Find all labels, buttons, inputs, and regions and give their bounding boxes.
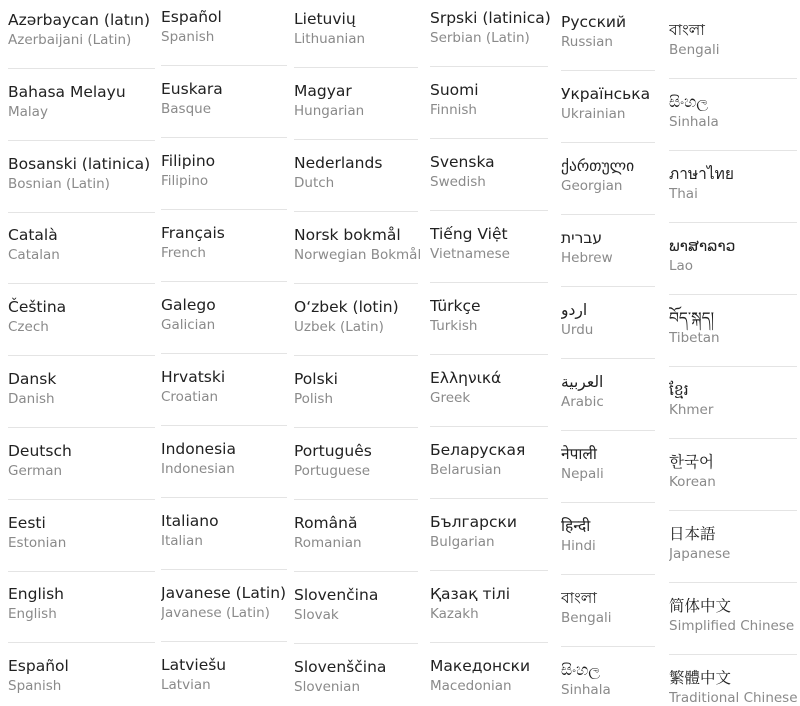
language-option-spanish[interactable] [8, 656, 158, 695]
language-native-name: 繁體中文 [669, 669, 732, 687]
language-native-name: བོད་སྐད། [669, 309, 715, 327]
language-native-name: Dansk [8, 370, 57, 388]
language-option-nepali[interactable] [561, 444, 661, 483]
list-divider [294, 139, 418, 140]
language-option-japanese[interactable] [669, 524, 800, 563]
list-divider [8, 140, 155, 141]
list-divider [561, 358, 655, 359]
language-native-name: Azərbaycan (latın) [8, 11, 151, 29]
language-english-name: Nepali [561, 466, 604, 482]
list-divider [294, 643, 418, 644]
language-option-korean[interactable] [669, 452, 800, 491]
list-divider [561, 142, 655, 143]
language-option-traditional-chinese[interactable] [669, 668, 800, 706]
language-column-6 [669, 0, 800, 706]
language-native-name: 日本語 [669, 525, 716, 543]
language-english-name: Slovenian [294, 679, 361, 695]
language-option-czech[interactable] [8, 297, 158, 336]
language-native-name: Español [161, 8, 222, 26]
language-native-name: සිංහල [669, 93, 709, 111]
language-option-spanish[interactable] [161, 7, 289, 46]
language-native-name: עברית [561, 229, 603, 247]
language-option-arabic[interactable] [561, 372, 661, 411]
language-option-catalan[interactable] [8, 225, 158, 264]
language-english-name: Korean [669, 474, 716, 490]
list-divider [669, 150, 797, 151]
language-english-name: German [8, 462, 63, 479]
list-divider [561, 430, 655, 431]
language-english-name: Romanian [294, 535, 362, 551]
language-english-name: Lao [669, 258, 694, 274]
list-divider [561, 646, 655, 647]
language-option-sinhala[interactable] [669, 92, 800, 131]
list-divider [669, 366, 797, 367]
language-option-romanian[interactable] [294, 513, 424, 552]
list-divider [294, 427, 418, 428]
language-native-name: Suomi [430, 81, 479, 99]
language-english-name: Javanese (Latin) [161, 605, 270, 621]
language-english-name: Uzbek (Latin) [294, 319, 384, 335]
language-native-name: Ελληνικά [430, 369, 502, 387]
language-native-name: Français [161, 224, 225, 242]
language-option-latvian[interactable] [161, 655, 289, 694]
language-native-name: Português [294, 442, 372, 460]
language-english-name: Indonesian [161, 461, 235, 477]
language-native-name: Bahasa Melayu [8, 82, 126, 101]
language-native-name: Galego [161, 296, 216, 314]
list-divider [669, 654, 797, 655]
language-option-serbian-latin[interactable] [430, 8, 554, 47]
language-option-basque[interactable] [161, 79, 289, 118]
language-native-name: 简体中文 [669, 597, 732, 615]
language-english-name: Polish [294, 391, 334, 407]
language-column-2 [161, 0, 289, 706]
language-option-macedonian[interactable] [430, 656, 554, 695]
language-english-name: Bosnian (Latin) [8, 175, 110, 192]
language-option-indonesian[interactable] [161, 439, 289, 478]
language-option-bengali[interactable] [561, 588, 661, 627]
language-option-estonian[interactable] [8, 513, 158, 552]
language-native-name: हिन्दी [561, 517, 591, 535]
list-divider [294, 571, 418, 572]
language-english-name: Turkish [430, 318, 478, 334]
language-option-greek[interactable] [430, 368, 554, 407]
language-native-name: Македонски [430, 657, 531, 675]
language-english-name: Sinhala [669, 114, 719, 130]
language-native-name: Български [430, 513, 517, 531]
language-english-name: Catalan [8, 247, 60, 264]
language-option-italian[interactable] [161, 511, 289, 550]
language-option-georgian[interactable] [561, 156, 661, 195]
language-option-tibetan[interactable] [669, 308, 800, 347]
list-divider [8, 427, 155, 428]
list-divider [161, 137, 287, 138]
language-option-simplified-chinese[interactable] [669, 596, 800, 635]
language-english-name: Japanese [669, 546, 731, 562]
language-english-name: Simplified Chinese [669, 618, 795, 634]
language-english-name: Traditional Chinese [669, 690, 798, 706]
language-native-name: Italiano [161, 512, 219, 530]
language-native-name: Indonesia [161, 440, 236, 458]
language-english-name: Slovak [294, 607, 339, 623]
language-option-slovak[interactable] [294, 585, 424, 624]
language-option-bosnian-latin[interactable] [8, 154, 158, 193]
language-column-5 [561, 0, 661, 706]
language-option-swedish[interactable] [430, 152, 554, 191]
language-option-german[interactable] [8, 441, 158, 480]
language-native-name: বাংলা [669, 21, 705, 39]
language-native-name: Norsk bokmål [294, 226, 401, 244]
language-option-hebrew[interactable] [561, 228, 661, 267]
language-english-name: Vietnamese [430, 246, 510, 262]
language-option-sinhala[interactable] [561, 660, 661, 699]
language-option-belarusian[interactable] [430, 440, 554, 479]
list-divider [294, 355, 418, 356]
list-divider [430, 282, 548, 283]
language-native-name: 한국어 [669, 453, 714, 471]
language-english-name: Macedonian [430, 678, 512, 694]
list-divider [669, 222, 797, 223]
language-native-name: Javanese (Latin) [161, 584, 287, 602]
list-divider [8, 642, 155, 643]
language-native-name: Svenska [430, 153, 495, 171]
list-divider [161, 569, 287, 570]
list-divider [294, 283, 418, 284]
language-english-name: Greek [430, 390, 471, 406]
language-native-name: Magyar [294, 82, 352, 100]
language-option-slovenian[interactable] [294, 657, 424, 696]
language-english-name: Norwegian Bokmål [294, 247, 422, 263]
language-option-hindi[interactable] [561, 516, 661, 555]
language-english-name: Latvian [161, 677, 211, 693]
language-option-kazakh[interactable] [430, 584, 554, 623]
language-option-croatian[interactable] [161, 367, 289, 406]
language-native-name: Lietuvių [294, 10, 356, 28]
list-divider [8, 283, 155, 284]
language-native-name: Filipino [161, 152, 216, 170]
language-native-name: नेपाली [561, 445, 597, 463]
language-option-lao[interactable] [669, 236, 800, 275]
language-column-1 [8, 0, 158, 706]
language-option-hungarian[interactable] [294, 81, 424, 120]
language-english-name: Bengali [669, 42, 720, 58]
language-english-name: Italian [161, 533, 203, 549]
language-option-portuguese[interactable] [294, 441, 424, 480]
list-divider [430, 498, 548, 499]
language-native-name: ខ្មែរ [669, 381, 689, 399]
language-native-name: O‘zbek (lotin) [294, 298, 399, 316]
list-divider [8, 68, 155, 69]
language-option-lithuanian[interactable] [294, 9, 424, 48]
language-native-name: Polski [294, 370, 338, 388]
language-native-name: Українська [561, 85, 651, 103]
language-native-name: Қазақ тілі [430, 585, 511, 603]
language-native-name: Română [294, 514, 358, 532]
language-option-ukrainian[interactable] [561, 84, 661, 123]
language-native-name: Eesti [8, 513, 46, 532]
list-divider [561, 286, 655, 287]
language-english-name: Azerbaijani (Latin) [8, 32, 132, 48]
list-divider [430, 138, 548, 139]
list-divider [430, 570, 548, 571]
language-native-name: Čeština [8, 298, 67, 317]
language-option-filipino[interactable] [161, 151, 289, 190]
language-native-name: Hrvatski [161, 368, 226, 386]
list-divider [669, 438, 797, 439]
language-option-khmer[interactable] [669, 380, 800, 419]
language-english-name: Hebrew [561, 250, 613, 266]
language-option-azerbaijani-latin[interactable] [8, 10, 158, 49]
list-divider [8, 355, 155, 356]
language-native-name: Euskara [161, 80, 223, 98]
language-english-name: Belarusian [430, 462, 502, 478]
language-option-malay[interactable] [8, 82, 158, 121]
language-option-urdu[interactable] [561, 300, 661, 339]
language-english-name: French [161, 245, 206, 261]
language-native-name: Bosanski (latinica) [8, 154, 151, 173]
list-divider [430, 66, 548, 67]
language-english-name: Dutch [294, 175, 335, 191]
language-native-name: English [8, 585, 64, 604]
language-english-name: Khmer [669, 402, 714, 418]
list-divider [430, 210, 548, 211]
language-english-name: Danish [8, 391, 55, 407]
list-divider [161, 209, 287, 210]
language-english-name: Georgian [561, 178, 623, 194]
language-option-norwegian-bokmal[interactable] [294, 225, 424, 264]
language-english-name: Estonian [8, 534, 67, 551]
language-english-name: Kazakh [430, 606, 479, 622]
language-option-polish[interactable] [294, 369, 424, 408]
list-divider [561, 502, 655, 503]
list-divider [430, 354, 548, 355]
language-native-name: ພາສາລາວ [669, 237, 736, 255]
language-column-4 [430, 0, 554, 706]
language-option-danish[interactable] [8, 369, 158, 408]
language-english-name: Finnish [430, 102, 477, 118]
list-divider [161, 425, 287, 426]
language-option-french[interactable] [161, 223, 289, 262]
language-option-dutch[interactable] [294, 153, 424, 192]
list-divider [294, 211, 418, 212]
language-option-galician[interactable] [161, 295, 289, 334]
list-divider [8, 571, 155, 572]
language-english-name: Tibetan [669, 330, 720, 346]
language-native-name: বাংলা [561, 589, 597, 607]
list-divider [161, 641, 287, 642]
list-divider [561, 214, 655, 215]
language-native-name: Slovenčina [294, 586, 379, 604]
language-native-name: Tiếng Việt [430, 225, 508, 243]
language-english-name: Spanish [8, 678, 62, 695]
language-english-name: Arabic [561, 394, 604, 410]
language-english-name: Sinhala [561, 682, 611, 698]
list-divider [430, 426, 548, 427]
language-option-bengali[interactable] [669, 20, 800, 59]
language-native-name: Русский [561, 13, 627, 31]
language-native-name: Srpski (latinica) [430, 9, 551, 27]
list-divider [161, 497, 287, 498]
language-english-name: Hungarian [294, 103, 365, 119]
language-option-russian[interactable] [561, 12, 661, 51]
list-divider [669, 78, 797, 79]
list-divider [8, 499, 155, 500]
list-divider [8, 212, 155, 213]
language-column-3 [294, 0, 424, 706]
language-english-name: Ukrainian [561, 106, 626, 122]
language-english-name: Galician [161, 317, 216, 333]
language-option-javanese-latin[interactable] [161, 583, 289, 622]
language-native-name: Türkçe [430, 297, 481, 315]
language-english-name: Thai [669, 186, 698, 202]
list-divider [669, 582, 797, 583]
language-native-name: සිංහල [561, 661, 601, 679]
list-divider [430, 642, 548, 643]
language-english-name: Hindi [561, 538, 596, 554]
language-english-name: Basque [161, 101, 211, 117]
language-english-name: Bengali [561, 610, 612, 626]
language-native-name: Latviešu [161, 656, 227, 674]
language-native-name: العربية [561, 373, 604, 391]
list-divider [561, 70, 655, 71]
list-divider [669, 294, 797, 295]
language-english-name: Bulgarian [430, 534, 495, 550]
language-english-name: Russian [561, 34, 613, 50]
language-english-name: Czech [8, 319, 49, 336]
language-native-name: Deutsch [8, 441, 72, 460]
language-native-name: Català [8, 226, 58, 245]
list-divider [561, 574, 655, 575]
language-english-name: Croatian [161, 389, 219, 405]
language-option-turkish[interactable] [430, 296, 554, 335]
language-option-english[interactable] [8, 584, 158, 623]
language-option-vietnamese[interactable] [430, 224, 554, 263]
language-english-name: Urdu [561, 322, 594, 338]
language-option-finnish[interactable] [430, 80, 554, 119]
language-option-bulgarian[interactable] [430, 512, 554, 551]
language-english-name: Lithuanian [294, 31, 366, 47]
language-native-name: Беларуская [430, 441, 526, 459]
language-option-uzbek-latin[interactable] [294, 297, 424, 336]
language-english-name: Swedish [430, 174, 486, 190]
list-divider [294, 499, 418, 500]
language-english-name: Spanish [161, 29, 215, 45]
language-english-name: Portuguese [294, 463, 371, 479]
language-native-name: Nederlands [294, 154, 383, 172]
language-english-name: Serbian (Latin) [430, 30, 530, 46]
list-divider [161, 65, 287, 66]
language-option-thai[interactable] [669, 164, 800, 203]
language-english-name: Malay [8, 103, 48, 120]
list-divider [294, 67, 418, 68]
language-native-name: ქართული [561, 157, 635, 175]
language-native-name: Español [8, 657, 69, 676]
language-native-name: Slovenščina [294, 658, 387, 676]
language-english-name: English [8, 606, 57, 623]
language-native-name: ภาษาไทย [669, 165, 734, 183]
list-divider [669, 510, 797, 511]
list-divider [161, 281, 287, 282]
language-english-name: Filipino [161, 173, 209, 189]
language-native-name: اردو [561, 301, 588, 319]
list-divider [161, 353, 287, 354]
